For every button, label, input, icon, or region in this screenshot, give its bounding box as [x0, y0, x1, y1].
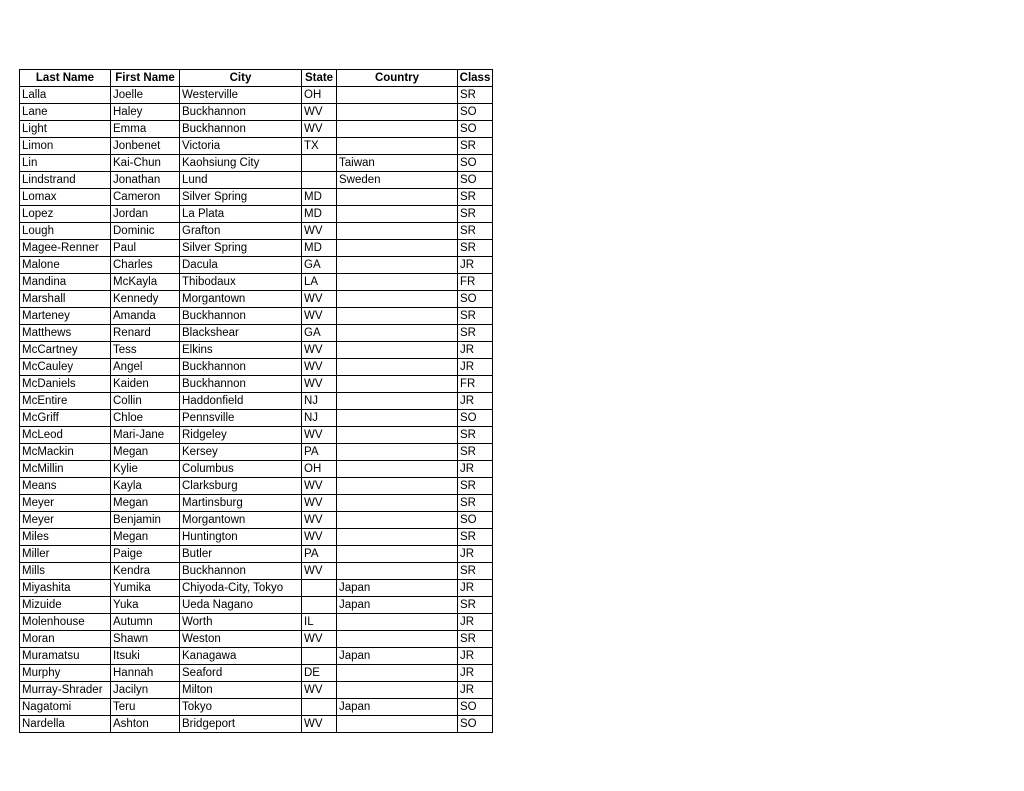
- cell-first-name: Renard: [111, 325, 180, 342]
- cell-last-name: Mandina: [20, 274, 111, 291]
- cell-country: [337, 563, 458, 580]
- cell-state: [302, 699, 337, 716]
- cell-class: SO: [458, 172, 493, 189]
- cell-state: WV: [302, 308, 337, 325]
- cell-last-name: McMillin: [20, 461, 111, 478]
- table-row: [20, 546, 493, 563]
- cell-state: [302, 597, 337, 614]
- cell-class: SR: [458, 495, 493, 512]
- cell-first-name: Charles: [111, 257, 180, 274]
- cell-first-name: Jonathan: [111, 172, 180, 189]
- cell-last-name: Muramatsu: [20, 648, 111, 665]
- cell-country: Sweden: [337, 172, 458, 189]
- cell-last-name: McEntire: [20, 393, 111, 410]
- cell-class: SR: [458, 189, 493, 206]
- table-row: [20, 342, 493, 359]
- column-header-class: Class: [458, 70, 493, 87]
- cell-last-name: Molenhouse: [20, 614, 111, 631]
- cell-first-name: Paige: [111, 546, 180, 563]
- table-row: [20, 189, 493, 206]
- cell-state: OH: [302, 461, 337, 478]
- cell-class: SO: [458, 104, 493, 121]
- table-row: [20, 495, 493, 512]
- cell-state: OH: [302, 87, 337, 104]
- cell-state: WV: [302, 563, 337, 580]
- cell-city: Kersey: [180, 444, 302, 461]
- cell-city: Buckhannon: [180, 563, 302, 580]
- cell-last-name: Means: [20, 478, 111, 495]
- cell-class: SO: [458, 121, 493, 138]
- cell-country: [337, 342, 458, 359]
- cell-city: Clarksburg: [180, 478, 302, 495]
- column-header-last-name: Last Name: [20, 70, 111, 87]
- table-row: [20, 240, 493, 257]
- cell-first-name: Kendra: [111, 563, 180, 580]
- cell-state: WV: [302, 121, 337, 138]
- cell-last-name: Magee-Renner: [20, 240, 111, 257]
- cell-class: SR: [458, 240, 493, 257]
- cell-city: Worth: [180, 614, 302, 631]
- cell-class: FR: [458, 376, 493, 393]
- table-row: [20, 121, 493, 138]
- cell-last-name: Marshall: [20, 291, 111, 308]
- cell-city: Huntington: [180, 529, 302, 546]
- cell-first-name: Dominic: [111, 223, 180, 240]
- cell-country: [337, 104, 458, 121]
- cell-first-name: Megan: [111, 495, 180, 512]
- cell-class: SR: [458, 223, 493, 240]
- cell-city: Buckhannon: [180, 359, 302, 376]
- cell-class: JR: [458, 393, 493, 410]
- cell-city: Westerville: [180, 87, 302, 104]
- table-row: [20, 682, 493, 699]
- cell-class: JR: [458, 359, 493, 376]
- cell-city: Buckhannon: [180, 376, 302, 393]
- table-row: [20, 155, 493, 172]
- cell-first-name: Emma: [111, 121, 180, 138]
- cell-last-name: Lough: [20, 223, 111, 240]
- cell-first-name: Jacilyn: [111, 682, 180, 699]
- cell-last-name: Miyashita: [20, 580, 111, 597]
- cell-state: WV: [302, 631, 337, 648]
- table-body: [20, 87, 493, 733]
- cell-city: Butler: [180, 546, 302, 563]
- cell-class: SR: [458, 631, 493, 648]
- cell-country: [337, 512, 458, 529]
- cell-class: JR: [458, 580, 493, 597]
- cell-last-name: Miller: [20, 546, 111, 563]
- cell-state: [302, 172, 337, 189]
- student-roster-table: [19, 69, 493, 733]
- cell-country: [337, 223, 458, 240]
- cell-country: [337, 87, 458, 104]
- table-row: [20, 699, 493, 716]
- cell-state: WV: [302, 342, 337, 359]
- cell-state: WV: [302, 427, 337, 444]
- cell-city: Buckhannon: [180, 308, 302, 325]
- cell-last-name: Meyer: [20, 512, 111, 529]
- cell-country: [337, 359, 458, 376]
- cell-last-name: McLeod: [20, 427, 111, 444]
- cell-city: Kanagawa: [180, 648, 302, 665]
- cell-state: MD: [302, 189, 337, 206]
- table-row: [20, 529, 493, 546]
- cell-country: [337, 495, 458, 512]
- cell-first-name: Paul: [111, 240, 180, 257]
- cell-state: NJ: [302, 393, 337, 410]
- cell-city: Dacula: [180, 257, 302, 274]
- cell-state: MD: [302, 240, 337, 257]
- cell-first-name: Collin: [111, 393, 180, 410]
- table-row: [20, 257, 493, 274]
- cell-class: SR: [458, 427, 493, 444]
- cell-class: SO: [458, 291, 493, 308]
- cell-city: Chiyoda-City, Tokyo: [180, 580, 302, 597]
- cell-last-name: McDaniels: [20, 376, 111, 393]
- cell-state: WV: [302, 716, 337, 733]
- cell-first-name: Chloe: [111, 410, 180, 427]
- cell-city: Ridgeley: [180, 427, 302, 444]
- cell-first-name: Itsuki: [111, 648, 180, 665]
- cell-state: PA: [302, 546, 337, 563]
- cell-country: [337, 308, 458, 325]
- cell-state: WV: [302, 512, 337, 529]
- cell-country: [337, 631, 458, 648]
- cell-first-name: Megan: [111, 444, 180, 461]
- cell-city: Lund: [180, 172, 302, 189]
- cell-state: WV: [302, 291, 337, 308]
- cell-class: JR: [458, 257, 493, 274]
- header-row: [20, 70, 493, 87]
- cell-country: [337, 478, 458, 495]
- table-row: [20, 308, 493, 325]
- cell-class: JR: [458, 614, 493, 631]
- cell-first-name: Ashton: [111, 716, 180, 733]
- cell-state: PA: [302, 444, 337, 461]
- cell-class: SR: [458, 563, 493, 580]
- table-header: [20, 70, 493, 87]
- cell-last-name: Lin: [20, 155, 111, 172]
- cell-first-name: Kayla: [111, 478, 180, 495]
- cell-country: [337, 546, 458, 563]
- table-row: [20, 427, 493, 444]
- cell-first-name: Kennedy: [111, 291, 180, 308]
- cell-state: WV: [302, 495, 337, 512]
- table-row: [20, 665, 493, 682]
- cell-class: SO: [458, 716, 493, 733]
- cell-country: [337, 376, 458, 393]
- cell-country: [337, 206, 458, 223]
- cell-last-name: Murphy: [20, 665, 111, 682]
- cell-city: Kaohsiung City: [180, 155, 302, 172]
- cell-first-name: Megan: [111, 529, 180, 546]
- cell-last-name: Limon: [20, 138, 111, 155]
- cell-last-name: Lalla: [20, 87, 111, 104]
- table-row: [20, 631, 493, 648]
- table-row: [20, 461, 493, 478]
- cell-city: Milton: [180, 682, 302, 699]
- table-row: [20, 325, 493, 342]
- cell-class: JR: [458, 461, 493, 478]
- cell-first-name: Yuka: [111, 597, 180, 614]
- cell-state: [302, 648, 337, 665]
- table-row: [20, 172, 493, 189]
- table-row: [20, 563, 493, 580]
- cell-state: GA: [302, 257, 337, 274]
- cell-state: [302, 580, 337, 597]
- cell-class: JR: [458, 682, 493, 699]
- cell-first-name: Shawn: [111, 631, 180, 648]
- cell-city: Columbus: [180, 461, 302, 478]
- cell-class: SO: [458, 410, 493, 427]
- cell-state: WV: [302, 104, 337, 121]
- cell-country: Taiwan: [337, 155, 458, 172]
- cell-state: WV: [302, 223, 337, 240]
- cell-country: [337, 665, 458, 682]
- table-row: [20, 376, 493, 393]
- cell-last-name: McCartney: [20, 342, 111, 359]
- cell-first-name: Mari-Jane: [111, 427, 180, 444]
- cell-state: LA: [302, 274, 337, 291]
- cell-city: Grafton: [180, 223, 302, 240]
- table-row: [20, 104, 493, 121]
- cell-last-name: Lindstrand: [20, 172, 111, 189]
- cell-class: SR: [458, 206, 493, 223]
- cell-state: IL: [302, 614, 337, 631]
- column-header-city: City: [180, 70, 302, 87]
- cell-city: Ueda Nagano: [180, 597, 302, 614]
- cell-class: JR: [458, 546, 493, 563]
- cell-city: Seaford: [180, 665, 302, 682]
- cell-first-name: Teru: [111, 699, 180, 716]
- table-row: [20, 138, 493, 155]
- cell-country: [337, 393, 458, 410]
- table-row: [20, 291, 493, 308]
- cell-last-name: Miles: [20, 529, 111, 546]
- table-row: [20, 444, 493, 461]
- cell-class: SR: [458, 308, 493, 325]
- table-row: [20, 580, 493, 597]
- cell-city: Silver Spring: [180, 240, 302, 257]
- cell-last-name: Nagatomi: [20, 699, 111, 716]
- cell-last-name: Lopez: [20, 206, 111, 223]
- cell-class: FR: [458, 274, 493, 291]
- table-row: [20, 478, 493, 495]
- table-row: [20, 223, 493, 240]
- cell-last-name: Lomax: [20, 189, 111, 206]
- column-header-state: State: [302, 70, 337, 87]
- cell-country: Japan: [337, 580, 458, 597]
- cell-first-name: Kaiden: [111, 376, 180, 393]
- cell-city: Blackshear: [180, 325, 302, 342]
- cell-class: SR: [458, 597, 493, 614]
- cell-city: Morgantown: [180, 291, 302, 308]
- cell-country: [337, 240, 458, 257]
- cell-class: JR: [458, 648, 493, 665]
- cell-country: [337, 529, 458, 546]
- cell-city: Silver Spring: [180, 189, 302, 206]
- cell-state: TX: [302, 138, 337, 155]
- cell-city: La Plata: [180, 206, 302, 223]
- cell-state: MD: [302, 206, 337, 223]
- cell-first-name: Kylie: [111, 461, 180, 478]
- cell-state: DE: [302, 665, 337, 682]
- table-row: [20, 512, 493, 529]
- table-row: [20, 359, 493, 376]
- table-row: [20, 410, 493, 427]
- cell-first-name: Joelle: [111, 87, 180, 104]
- cell-city: Thibodaux: [180, 274, 302, 291]
- cell-last-name: McGriff: [20, 410, 111, 427]
- cell-class: SR: [458, 325, 493, 342]
- cell-country: [337, 682, 458, 699]
- cell-class: JR: [458, 665, 493, 682]
- cell-country: [337, 138, 458, 155]
- cell-country: [337, 274, 458, 291]
- cell-state: GA: [302, 325, 337, 342]
- cell-last-name: Mills: [20, 563, 111, 580]
- cell-city: Morgantown: [180, 512, 302, 529]
- cell-first-name: Kai-Chun: [111, 155, 180, 172]
- table-row: [20, 206, 493, 223]
- column-header-country: Country: [337, 70, 458, 87]
- cell-country: [337, 427, 458, 444]
- table-row: [20, 87, 493, 104]
- table-row: [20, 614, 493, 631]
- cell-class: SR: [458, 87, 493, 104]
- cell-first-name: Yumika: [111, 580, 180, 597]
- column-header-first-name: First Name: [111, 70, 180, 87]
- cell-country: [337, 716, 458, 733]
- cell-first-name: Haley: [111, 104, 180, 121]
- cell-class: SR: [458, 444, 493, 461]
- cell-first-name: Jordan: [111, 206, 180, 223]
- cell-city: Elkins: [180, 342, 302, 359]
- cell-country: Japan: [337, 597, 458, 614]
- cell-state: WV: [302, 682, 337, 699]
- cell-first-name: Amanda: [111, 308, 180, 325]
- cell-first-name: Hannah: [111, 665, 180, 682]
- cell-city: Tokyo: [180, 699, 302, 716]
- cell-last-name: McCauley: [20, 359, 111, 376]
- cell-city: Haddonfield: [180, 393, 302, 410]
- cell-first-name: Benjamin: [111, 512, 180, 529]
- cell-country: [337, 189, 458, 206]
- cell-state: WV: [302, 376, 337, 393]
- cell-last-name: Malone: [20, 257, 111, 274]
- cell-country: Japan: [337, 699, 458, 716]
- cell-city: Buckhannon: [180, 104, 302, 121]
- cell-state: WV: [302, 478, 337, 495]
- cell-country: [337, 461, 458, 478]
- cell-class: SR: [458, 138, 493, 155]
- cell-first-name: Jonbenet: [111, 138, 180, 155]
- cell-city: Victoria: [180, 138, 302, 155]
- cell-country: [337, 410, 458, 427]
- cell-state: WV: [302, 529, 337, 546]
- cell-country: [337, 614, 458, 631]
- cell-last-name: Nardella: [20, 716, 111, 733]
- cell-city: Weston: [180, 631, 302, 648]
- cell-last-name: Mizuide: [20, 597, 111, 614]
- table-row: [20, 597, 493, 614]
- cell-last-name: Matthews: [20, 325, 111, 342]
- cell-state: [302, 155, 337, 172]
- cell-last-name: McMackin: [20, 444, 111, 461]
- cell-state: WV: [302, 359, 337, 376]
- cell-first-name: Cameron: [111, 189, 180, 206]
- cell-last-name: Murray-Shrader: [20, 682, 111, 699]
- cell-last-name: Lane: [20, 104, 111, 121]
- cell-last-name: Light: [20, 121, 111, 138]
- cell-country: [337, 291, 458, 308]
- cell-class: JR: [458, 342, 493, 359]
- table-row: [20, 716, 493, 733]
- table-row: [20, 648, 493, 665]
- table-row: [20, 274, 493, 291]
- cell-country: Japan: [337, 648, 458, 665]
- cell-city: Pennsville: [180, 410, 302, 427]
- cell-class: SO: [458, 699, 493, 716]
- cell-country: [337, 444, 458, 461]
- cell-state: NJ: [302, 410, 337, 427]
- cell-last-name: Moran: [20, 631, 111, 648]
- cell-city: Buckhannon: [180, 121, 302, 138]
- cell-class: SR: [458, 529, 493, 546]
- cell-first-name: McKayla: [111, 274, 180, 291]
- cell-country: [337, 121, 458, 138]
- cell-country: [337, 325, 458, 342]
- cell-last-name: Marteney: [20, 308, 111, 325]
- cell-city: Bridgeport: [180, 716, 302, 733]
- cell-country: [337, 257, 458, 274]
- cell-first-name: Angel: [111, 359, 180, 376]
- cell-last-name: Meyer: [20, 495, 111, 512]
- cell-class: SO: [458, 155, 493, 172]
- cell-city: Martinsburg: [180, 495, 302, 512]
- cell-first-name: Tess: [111, 342, 180, 359]
- cell-class: SO: [458, 512, 493, 529]
- cell-class: SR: [458, 478, 493, 495]
- cell-first-name: Autumn: [111, 614, 180, 631]
- table-row: [20, 393, 493, 410]
